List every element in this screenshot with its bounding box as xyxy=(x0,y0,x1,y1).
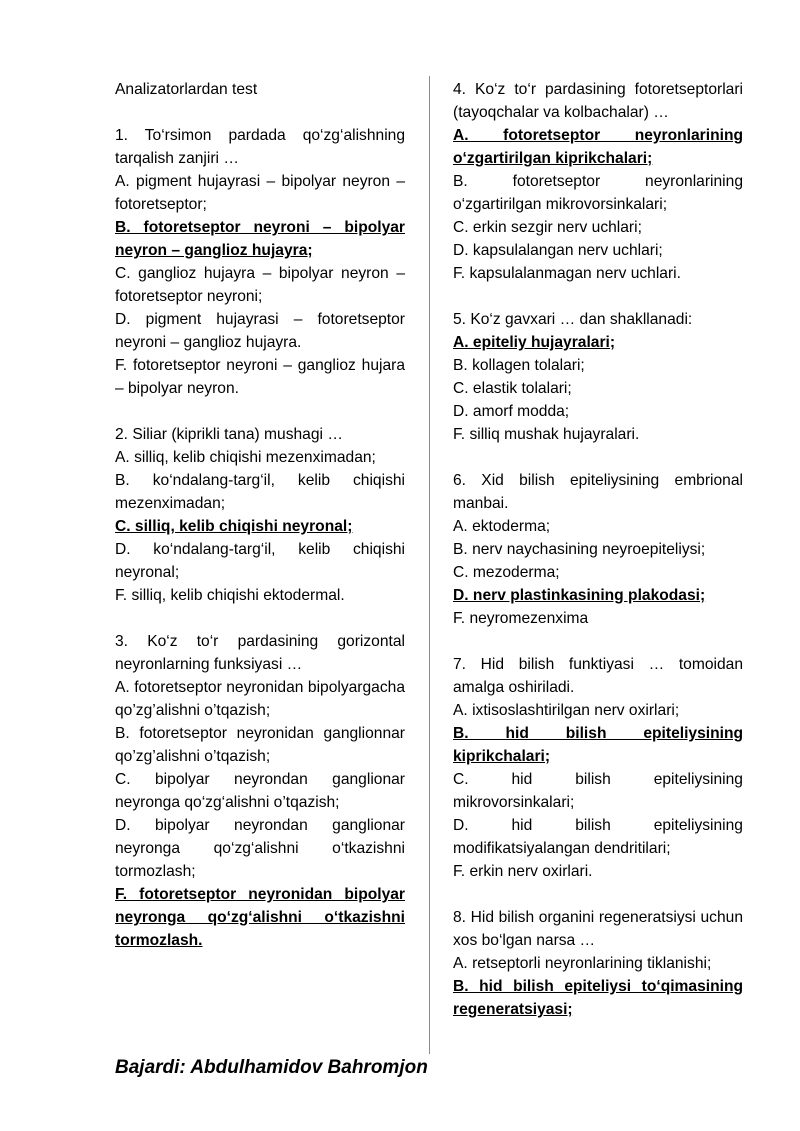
option-d: D. amorf modda; xyxy=(453,403,570,420)
option-a: A. retseptorli neyronlarining tiklanishi; xyxy=(453,955,712,972)
option-b-correct: B. hid bilish epiteliysi to‘qimasining regeneratsiyasi; xyxy=(453,978,743,1018)
option-d-correct: D. nerv plastinkasining plakodasi; xyxy=(453,587,706,604)
option-a: A. pigment hujayrasi – bipolyar neyron – fotoretseptor; xyxy=(115,173,405,213)
question-6 xyxy=(453,469,743,630)
question-text: 5. Ko‘z gavxari … dan shakllanadi: xyxy=(453,311,693,328)
question-7 xyxy=(453,653,743,883)
question-text: 8. Hid bilish organini regeneratsiysi uchun xos bo‘lgan narsa … xyxy=(453,909,743,949)
option-c: C. hid bilish epiteliysining mikrovorsinkalari; xyxy=(453,771,743,811)
option-c: C. mezoderma; xyxy=(453,564,560,581)
option-d: D. bipolyar neyrondan ganglionar neyronga qo‘zg‘alishni o‘tkazishni tormozlash; xyxy=(115,817,405,880)
document-title: Analizatorlardan test xyxy=(115,81,258,98)
question-5 xyxy=(453,308,743,446)
option-b-correct: B. fotoretseptor neyroni – bipolyar neyron – ganglioz hujayra; xyxy=(115,219,405,259)
question-2 xyxy=(115,423,405,607)
question-text: 4. Ko‘z to‘r pardasining fotoretseptorlari (tayoqchalar va kolbachalar) … xyxy=(453,81,743,121)
option-f: F. silliq, kelib chiqishi ektodermal. xyxy=(115,587,345,604)
option-b: B. kollagen tolalari; xyxy=(453,357,585,374)
question-4 xyxy=(453,78,743,285)
option-d: D. ko‘ndalang-targ‘il, kelib chiqishi neyronal; xyxy=(115,541,405,581)
option-c: C. erkin sezgir nerv uchlari; xyxy=(453,219,642,236)
option-a-correct: A. fotoretseptor neyronlarining o‘zgartirilgan kiprikchalari; xyxy=(453,127,743,167)
option-a: A. fotoretseptor neyronidan bipolyargacha qo’zg’alishni o’tqazish; xyxy=(115,679,405,719)
option-d: D. pigment hujayrasi – fotoretseptor neyroni – ganglioz hujayra. xyxy=(115,311,405,351)
question-text: 1. To‘rsimon pardada qo‘zg‘alishning tarqalish zanjiri … xyxy=(115,127,405,167)
column-divider xyxy=(429,76,430,1054)
option-d: D. hid bilish epiteliysining modifikatsiyalangan dendritilari; xyxy=(453,817,743,857)
question-3 xyxy=(115,630,405,952)
question-text: 2. Siliar (kiprikli tana) mushagi … xyxy=(115,426,343,443)
option-f-correct: F. fotoretseptor neyronidan bipolyar neyronga qo‘zg‘alishni o‘tkazishni tormozlash. xyxy=(115,886,405,949)
question-1 xyxy=(115,124,405,400)
question-text: 3. Ko‘z to‘r pardasining gorizontal neyronlarning funksiyasi … xyxy=(115,633,405,673)
question-text: 6. Xid bilish epiteliysining embrional manbai. xyxy=(453,472,743,512)
option-f: F. kapsulalanmagan nerv uchlari. xyxy=(453,265,681,282)
option-f: F. erkin nerv oxirlari. xyxy=(453,863,593,880)
option-d: D. kapsulalangan nerv uchlari; xyxy=(453,242,663,259)
right-column xyxy=(453,78,743,1021)
option-f: F. neyromezenxima xyxy=(453,610,589,627)
option-a: A. ixtisoslashtirilgan nerv oxirlari; xyxy=(453,702,680,719)
option-a: A. silliq, kelib chiqishi mezenximadan; xyxy=(115,449,376,466)
question-text: 7. Hid bilish funktiyasi … tomoidan amalga oshiriladi. xyxy=(453,656,743,696)
option-c: C. bipolyar neyrondan ganglionar neyronga qo‘zg‘alishni o’tqazish; xyxy=(115,771,405,811)
option-b: B. fotoretseptor neyronlarining o‘zgartirilgan mikrovorsinkalari; xyxy=(453,173,743,213)
option-c: C. elastik tolalari; xyxy=(453,380,572,397)
option-a-correct: A. epiteliy hujayralari; xyxy=(453,334,616,351)
option-b: B. nerv naychasining neyroepiteliysi; xyxy=(453,541,706,558)
option-c: C. ganglioz hujayra – bipolyar neyron – fotoretseptor neyroni; xyxy=(115,265,405,305)
option-f: F. silliq mushak hujayralari. xyxy=(453,426,640,443)
option-a: A. ektoderma; xyxy=(453,518,551,535)
option-c-correct: C. silliq, kelib chiqishi neyronal; xyxy=(115,518,353,535)
option-b-correct: B. hid bilish epiteliysining kiprikchalari; xyxy=(453,725,743,765)
left-column xyxy=(115,78,405,952)
question-8 xyxy=(453,906,743,1021)
option-b: B. fotoretseptor neyronidan ganglionnar qo’zg’alishni o’tqazish; xyxy=(115,725,405,765)
option-b: B. ko‘ndalang-targ‘il, kelib chiqishi mezenximadan; xyxy=(115,472,405,512)
author-signature: Bajardi: Abdulhamidov Bahromjon xyxy=(115,1057,428,1078)
option-f: F. fotoretseptor neyroni – ganglioz hujara – bipolyar neyron. xyxy=(115,357,405,397)
